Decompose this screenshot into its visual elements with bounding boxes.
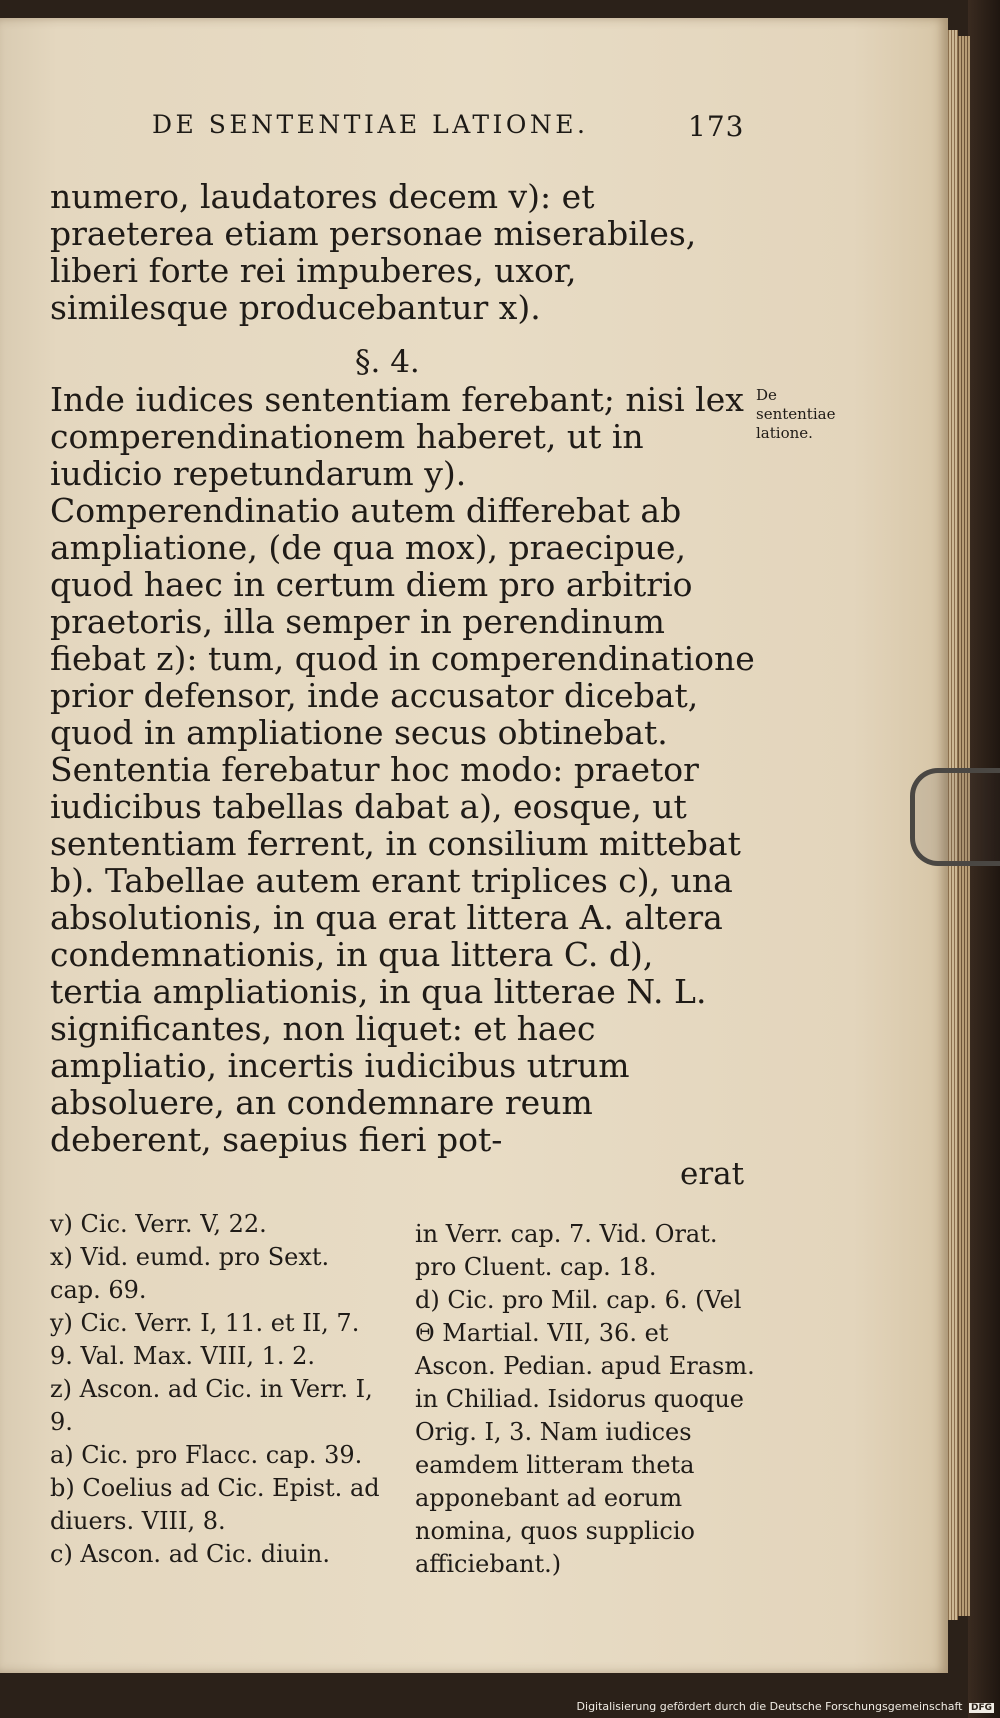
- book-page: [0, 18, 948, 1673]
- body-text-top: numero, laudatores decem v): et praeterea etiam personae miserabiles, liberi forte rei impuberes, uxor, similesque producebantur x).: [50, 177, 697, 327]
- credit-text: Digitalisierung gefördert durch die Deutsche Forschungsgemeinschaft: [576, 1700, 963, 1713]
- footnotes-left-column: v) Cic. Verr. V, 22. x) Vid. eumd. pro Sext. cap. 69. y) Cic. Verr. I, 11. et II, 7. 9. Val. Max. VIII, 1. 2. z) Ascon. ad Cic. in Verr. I, 9. a) Cic. pro Flacc. cap. 39. b) Coelius ad Cic. Epist. ad diuers. VIII, 8. c) Ascon. ad Cic. diuin.: [50, 1210, 380, 1568]
- running-title: DE SENTENTIAE LATIONE.: [152, 110, 589, 139]
- body-text-main: Inde iudices sententiam ferebant; nisi lex comperendinationem haberet, ut in iudicio repetundarum y). Comperendinatio autem differebat ab ampliatione, (de qua mox), praecipue, quod haec in certum diem pro arbitrio praetoris, illa semper in perendinum fiebat z): tum, quod in comperendinatione prior defensor, inde accusator dicebat, quod in ampliatione secus obtinebat. Sententia ferebatur hoc modo: praetor iudicibus tabellas dabat a), eosque, ut sententiam ferrent, in consilium mittebat b). Tabellae autem erant triplices c), una absolutionis, in qua erat littera A. altera condemnationis, in qua littera C. d), tertia ampliationis, in qua litterae N. L. significantes, non liquet: et haec ampliatio, incertis iudicibus utrum absoluere, an condemnare reum deberent, saepius fieri pot-: [50, 380, 755, 1159]
- margin-note: De sententiae latione.: [756, 386, 836, 442]
- page-number: 173: [688, 110, 745, 143]
- catchword: erat: [680, 1156, 745, 1192]
- digitization-credit: [577, 1700, 994, 1713]
- section-heading: §. 4.: [355, 344, 420, 380]
- footnotes-right-column: in Verr. cap. 7. Vid. Orat. pro Cluent. cap. 18. d) Cic. pro Mil. cap. 6. (Vel Θ Martial. VII, 36. et Ascon. Pedian. apud Erasm. in Chiliad. Isidorus quoque Orig. I, 3. Nam iudices eamdem litteram theta apponebant ad eorum nomina, quos supplicio afficiebant.): [415, 1220, 755, 1578]
- page-clip: [910, 768, 1000, 866]
- dfg-logo: DFG: [970, 1703, 992, 1713]
